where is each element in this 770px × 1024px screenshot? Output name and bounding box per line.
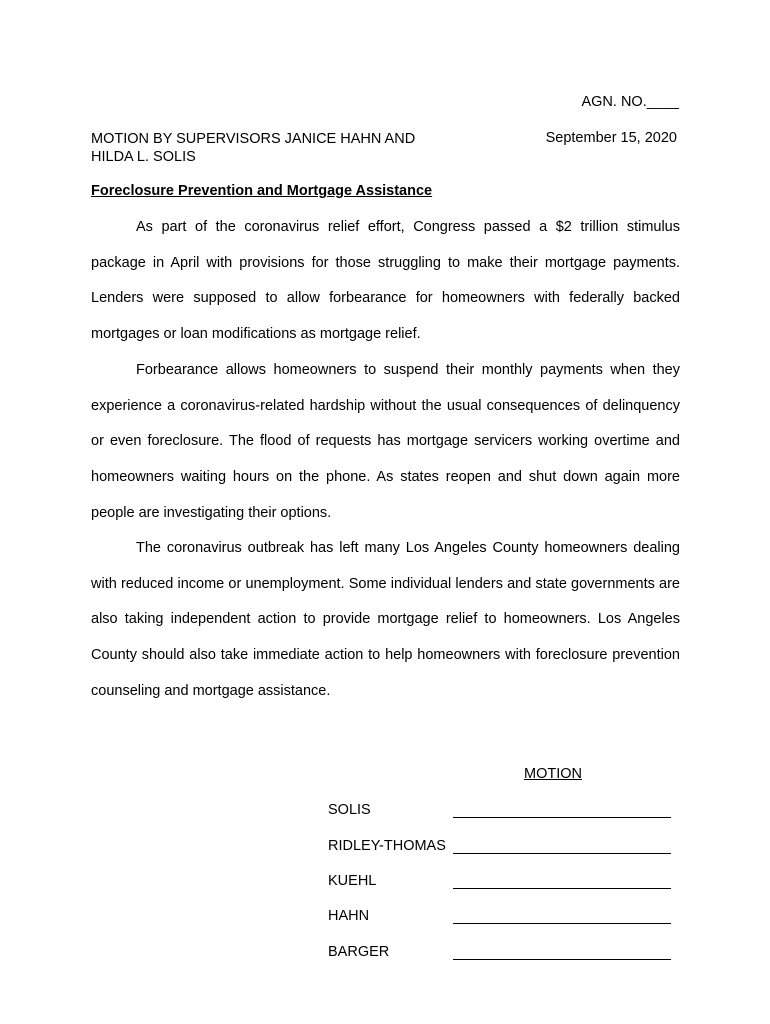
motion-date: September 15, 2020 [545, 130, 677, 146]
motion-by-line-2: HILDA L. SOLIS [91, 149, 196, 165]
agenda-number: AGN. NO.____ [581, 94, 679, 110]
vote-signature-line [453, 817, 671, 818]
motion-heading: MOTION [524, 766, 582, 782]
paragraph-3: The coronavirus outbreak has left many Los Angeles County homeowners dealing with reduced income or unemployment. Some individual lenders and state governments are also taking independent action to provide mortgage relief to homeowners. Los Angeles County should also take immediate action to help homeowners with foreclosure prevention counseling and mortgage assistance. [91, 540, 680, 699]
vote-signature-line [453, 923, 671, 924]
vote-name-solis: SOLIS [328, 802, 371, 818]
paragraph-2: Forbearance allows homeowners to suspend their monthly payments when they experience a coronavirus-related hardship without the usual consequences of delinquency or even foreclosure. The flood of requests has mortgage servicers working overtime and homeowners waiting hours on the phone. As states reopen and shut down again more people are investigating their options. [91, 362, 680, 521]
vote-signature-line [453, 959, 671, 960]
motion-by-header [91, 130, 415, 166]
paragraph-1: As part of the coronavirus relief effort, Congress passed a $2 trillion stimulus package in April with provisions for those struggling to make their mortgage payments. Lenders were supposed to allow forbearance for homeowners with federally backed mortgages or loan modifications as mortgage relief. [91, 219, 680, 343]
document-title: Foreclosure Prevention and Mortgage Assistance [91, 183, 433, 199]
vote-name-hahn: HAHN [328, 908, 370, 924]
vote-name-ridley-thomas: RIDLEY-THOMAS [328, 838, 446, 854]
vote-signature-line [453, 853, 671, 854]
vote-name-kuehl: KUEHL [328, 873, 377, 889]
vote-signature-line [453, 888, 671, 889]
vote-name-barger: BARGER [328, 944, 390, 960]
motion-by-line-1: MOTION BY SUPERVISORS JANICE HAHN AND [91, 131, 416, 147]
